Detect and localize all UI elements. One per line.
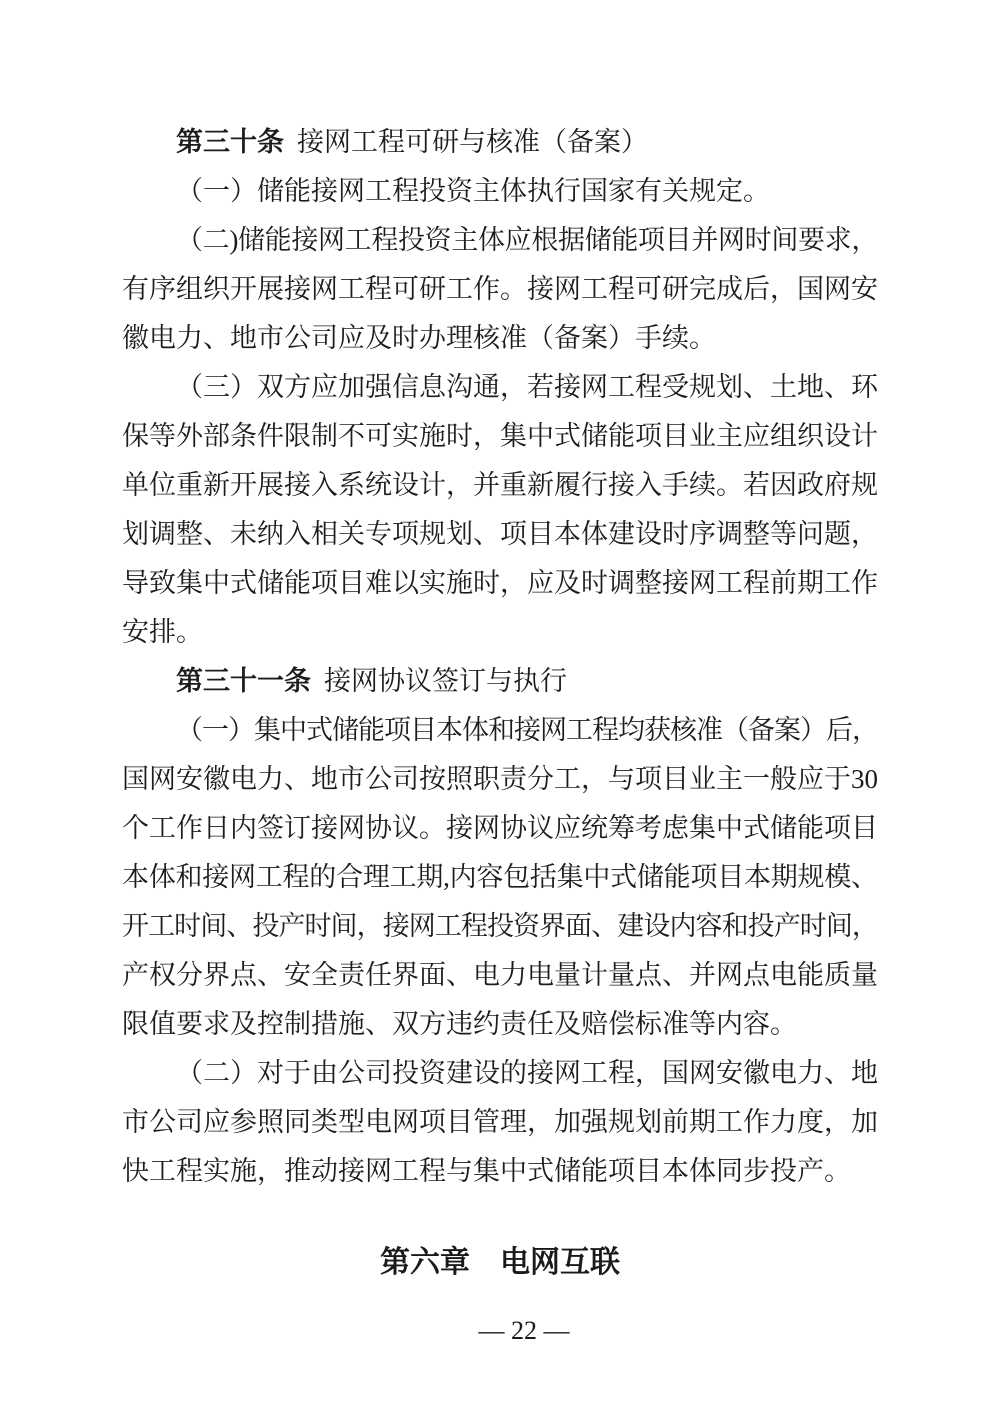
text-line [122, 559, 878, 608]
line-text: 个工作日内签订接网协议。接网协议应统筹考虑集中式储能项目 [122, 813, 878, 843]
line-text: 国网安徽电力、地市公司按照职责分工，与项目业主一般应于30 [122, 764, 878, 794]
line-text: 本体和接网工程的合理工期,内容包括集中式储能项目本期规模、 [122, 862, 878, 892]
text-line [122, 902, 878, 951]
line-text: 划调整、未纳入相关专项规划、项目本体建设时序调整等问题， [122, 519, 878, 549]
line-text: 单位重新开展接入系统设计，并重新履行接入手续。若因政府规 [122, 470, 878, 500]
line-text: 产权分界点、安全责任界面、电力电量计量点、并网点电能质量 [122, 960, 878, 990]
text-line [122, 314, 878, 363]
text-line [122, 216, 878, 265]
line-text: 限值要求及控制措施、双方违约责任及赔偿标准等内容。 [122, 1009, 797, 1039]
article-number: 第三十一条 [176, 666, 311, 696]
text-line [122, 510, 878, 559]
document-body [122, 118, 878, 1196]
text-line [122, 1000, 878, 1049]
page-number: — 22 — [478, 1316, 570, 1345]
text-line [122, 1049, 878, 1098]
text-line [122, 412, 878, 461]
line-text: 接网工程可研与核准（备案） [297, 127, 648, 157]
line-text: 接网协议签订与执行 [324, 666, 567, 696]
text-line [122, 951, 878, 1000]
text-line [122, 1098, 878, 1147]
text-line [122, 265, 878, 314]
text-line [122, 167, 878, 216]
line-text: 有序组织开展接网工程可研工作。接网工程可研完成后，国网安 [122, 274, 878, 304]
line-text: （三）双方应加强信息沟通，若接网工程受规划、土地、环 [176, 372, 878, 402]
line-text: 徽电力、地市公司应及时办理核准（备案）手续。 [122, 323, 716, 353]
line-text: 快工程实施，推动接网工程与集中式储能项目本体同步投产。 [122, 1156, 851, 1186]
chapter-heading: 第六章 电网互联 [380, 1246, 620, 1279]
text-line [122, 853, 878, 902]
text-line [122, 804, 878, 853]
article-heading [122, 118, 878, 167]
line-text: 开工时间、投产时间，接网工程投资界面、建设内容和投产时间， [122, 911, 878, 941]
text-line [122, 755, 878, 804]
line-text: （二）对于由公司投资建设的接网工程，国网安徽电力、地 [176, 1058, 878, 1088]
text-line [122, 363, 878, 412]
line-text: 安排。 [122, 617, 203, 647]
text-line [122, 461, 878, 510]
line-text: （一）储能接网工程投资主体执行国家有关规定。 [176, 176, 770, 206]
line-text: 保等外部条件限制不可实施时，集中式储能项目业主应组织设计 [122, 421, 878, 451]
article-heading [122, 657, 878, 706]
line-text: （二)储能接网工程投资主体应根据储能项目并网时间要求， [176, 225, 878, 255]
text-line [122, 608, 878, 657]
line-text: （一）集中式储能项目本体和接网工程均获核准（备案）后， [176, 715, 878, 745]
line-text: 市公司应参照同类型电网项目管理，加强规划前期工作力度，加 [122, 1107, 878, 1137]
line-text: 导致集中式储能项目难以实施时，应及时调整接网工程前期工作 [122, 568, 878, 598]
text-line [122, 706, 878, 755]
article-number: 第三十条 [176, 127, 284, 157]
text-line [122, 1147, 878, 1196]
